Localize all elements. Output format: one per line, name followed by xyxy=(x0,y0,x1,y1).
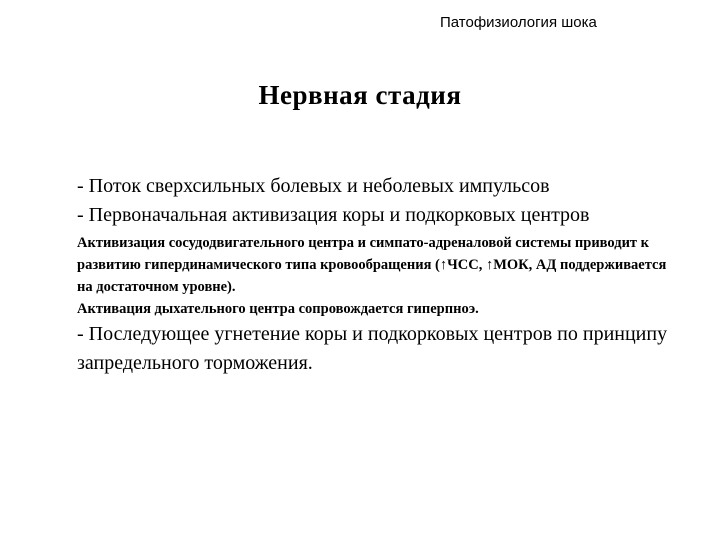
point-pain-impulses: - Поток сверхсильных болевых и неболевых импульсов xyxy=(77,175,550,197)
slide-body xyxy=(77,172,677,378)
header-title: Патофизиология шока xyxy=(440,14,597,31)
slide-title: Нервная стадия xyxy=(258,80,462,110)
detail-respiratory-center: Активация дыхательного центра сопровождается гиперпноэ. xyxy=(77,301,479,317)
detail-vasomotor-center: Активизация сосудодвигательного центра и симпато-адреналовой системы приводит к развитию гипердинамического типа кровообращения (↑ЧСС, ↑МОК, АД поддерживается на достаточном уровне). xyxy=(77,235,667,295)
point-cortex-inhibition: - Последующее угнетение коры и подкорковых центров по принципу запредельного торможения. xyxy=(77,323,668,374)
point-cortex-activation: - Первоначальная активизация коры и подкорковых центров xyxy=(77,204,590,226)
